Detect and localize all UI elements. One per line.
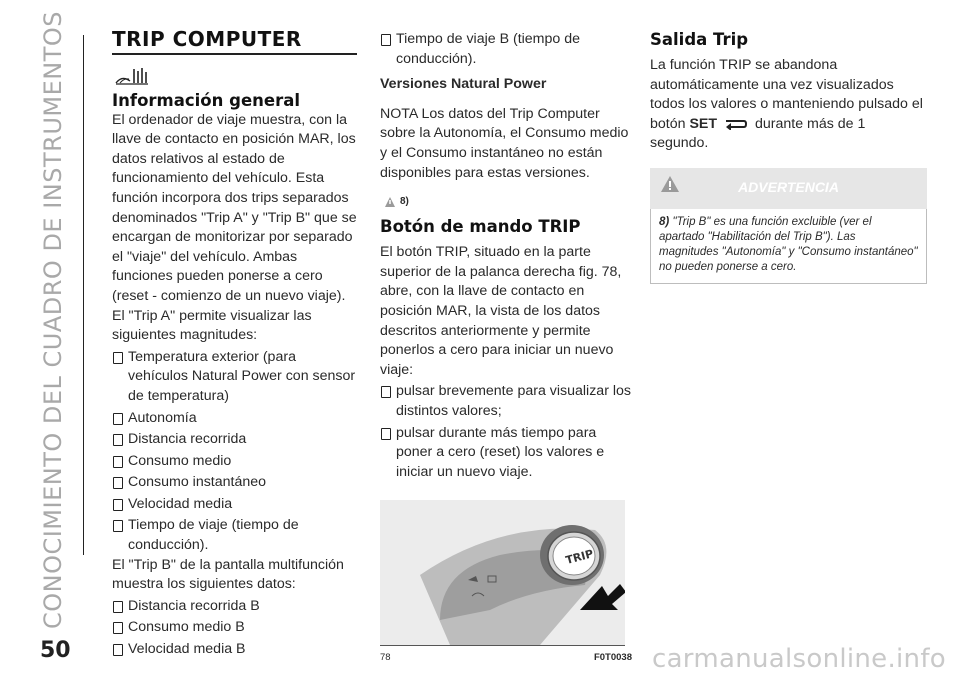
warning-header xyxy=(650,168,927,209)
subsection-title: Información general xyxy=(112,90,300,110)
figure-code: F0T0038 xyxy=(593,652,632,664)
trip-b-list xyxy=(112,597,357,660)
versions-title: Versiones Natural Power xyxy=(380,76,547,93)
sidebar-vertical-title xyxy=(28,10,78,630)
reference-row xyxy=(382,189,632,215)
list-item: Distancia recorrida B xyxy=(112,597,357,617)
warning-body xyxy=(650,209,927,284)
trip-button-label: TRIP xyxy=(564,547,595,568)
section-title: TRIP COMPUTER xyxy=(112,30,357,55)
pen-reference-icon xyxy=(382,194,398,210)
exit-trip-paragraph xyxy=(650,56,927,154)
trip-b-paragraph: El "Trip B" de la pantalla multifunción muestra los siguientes datos: xyxy=(112,556,344,593)
return-arrow-icon xyxy=(724,118,748,130)
reference-number: 8) xyxy=(400,196,409,208)
list-item: Tiempo de viaje B (tiempo de conducción). xyxy=(380,30,632,69)
ecology-icon xyxy=(114,63,357,89)
sidebar-title-text: CONOCIMIENTO DEL CUADRO DE INSTRUMENTOS xyxy=(39,10,67,630)
watermark: carmanualsonline.info xyxy=(651,644,946,674)
list-item: Distancia recorrida xyxy=(112,430,357,450)
column-2 xyxy=(380,30,632,668)
exit-trip-text-after: durante más de 1 segundo. xyxy=(650,115,866,152)
warning-number: 8) xyxy=(659,215,670,228)
list-item: pulsar brevemente para visualizar los distintos valores; xyxy=(380,382,632,421)
list-item: Velocidad media B xyxy=(112,640,357,660)
warning-triangle-icon xyxy=(660,175,680,193)
list-item: Tiempo de viaje (tiempo de conducción). xyxy=(112,516,357,555)
trip-button-paragraph: El botón TRIP, situado en la parte superior de la palanca derecha fig. 78, abre, con la llave de contacto en posición MAR, la vista de los datos descritos anteriormente y permite ponerlos a cero para iniciar un nuevo viaje: xyxy=(380,244,622,378)
trip-a-paragraph: El "Trip A" permite visualizar las siguientes magnitudes: xyxy=(112,307,312,344)
trip-lever-illustration xyxy=(380,500,625,645)
subsection-title: Botón de mando TRIP xyxy=(380,217,581,237)
column-1 xyxy=(112,27,357,660)
figure-number: 78 xyxy=(380,652,391,664)
sidebar-divider xyxy=(83,35,84,555)
intro-paragraph: El ordenador de viaje muestra, con la llave de contacto en posición MAR, los datos relativos al estado de funcionamiento del vehículo. Esta función incorpora dos trips separados denominados "Trip A" y "Trip B" que se encargan de monitorizar por separado el "viaje" del vehículo. Ambas funciones pueden ponerse a cero (reset - comienzo de un nuevo viaje). xyxy=(112,111,357,304)
figure-78 xyxy=(380,500,625,646)
list-item: Autonomía xyxy=(112,409,357,429)
trip-a-list xyxy=(112,348,357,556)
exit-trip-text-before: La función TRIP se abandona automáticamente una vez visualizados todos los valores o manteniendo pulsado el botón xyxy=(650,57,923,132)
column-3 xyxy=(650,30,927,284)
warning-text: "Trip B" es una función excluible (ver el apartado "Habilitación del Trip B"). Las magnitudes "Autonomía" y "Consumo instantáneo" no pueden ponerse a cero. xyxy=(659,215,918,273)
list-item: Consumo medio xyxy=(112,452,357,472)
note-paragraph: NOTA Los datos del Trip Computer sobre la Autonomía, el Consumo medio y el Consumo instantáneo no están disponibles para estas versiones. xyxy=(380,105,629,181)
page-number: 50 xyxy=(40,638,71,663)
set-label: SET xyxy=(689,115,718,132)
list-item: Consumo instantáneo xyxy=(112,473,357,493)
figure-caption xyxy=(380,648,632,668)
subsection-title: Salida Trip xyxy=(650,30,749,49)
warning-title: ADVERTENCIA xyxy=(738,178,839,195)
list-item: pulsar durante más tiempo para poner a cero (reset) los valores e iniciar un nuevo viaje. xyxy=(380,424,632,483)
list-item: Velocidad media xyxy=(112,495,357,515)
list-item: Consumo medio B xyxy=(112,618,357,638)
list-item: Temperatura exterior (para vehículos Natural Power con sensor de temperatura) xyxy=(112,348,357,407)
